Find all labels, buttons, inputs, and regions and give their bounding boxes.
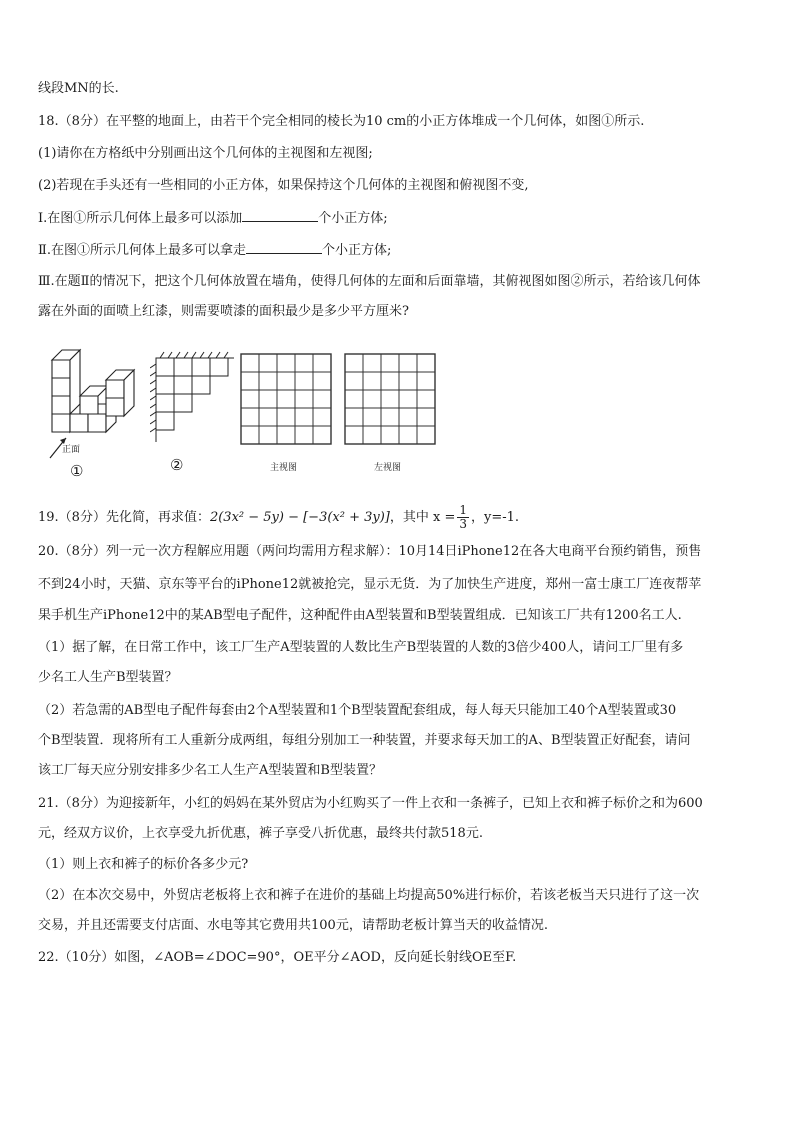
left-view-grid[interactable] [344,353,436,445]
figure-2-number: ② [170,456,184,474]
front-label: 正面 [62,445,81,455]
fraction-one-third [457,504,469,531]
question-19-intro: 19.（8分）先化简，再求值： [38,510,210,525]
figure-1-cube-stack [44,340,140,460]
question-21-part-2-line-1: （2）在本次交易中，外贸店老板将上衣和裤子在进价的基础上均提高50%进行标价，若该老板当天只进行了这一次 [38,888,700,903]
sub-i-suffix: 个小正方体; [318,211,388,226]
question-18-heading: 18.（8分）在平整的地面上，由若干个完全相同的棱长为10 cm的小正方体堆成一个几何体，如图①所示. [38,114,645,129]
question-20-part-2-line-1: （2）若急需的AB型电子配件每套由2个A型装置和1个B型装置配套组成，每人每天只能加工40个A型装置或30 [38,703,677,718]
fraction-numerator: 1 [459,503,468,517]
question-18-part-2: (2)若现在手头还有一些相同的小正方体，如果保持这个几何体的主视图和俯视图不变, [38,178,529,193]
answer-blank-ii[interactable] [246,241,322,254]
question-21-part-1: （1）则上衣和裤子的标价各多少元? [38,857,249,872]
front-view-caption: 主视图 [270,463,298,473]
question-20-line-1: 20.（8分）列一元一次方程解应用题（两问均需用方程求解）：10月14日iPhone12在各大电商平台预约销售，预售 [38,544,702,559]
question-18-sub-iii-line-1: Ⅲ.在题Ⅱ的情况下，把这个几何体放置在墙角，使得几何体的左面和后面靠墙，其俯视图如图②所示，若给该几何体 [38,274,701,289]
fraction-denominator: 3 [459,517,468,531]
question-18-part-1: (1)请你在方格纸中分别画出这个几何体的主视图和左视图; [38,146,373,161]
question-21-line-1: 21.（8分）为迎接新年，小红的妈妈在某外贸店为小红购买了一件上衣和一条裤子，已知上衣和裤子标价之和为600 [38,796,703,811]
question-20-line-3: 果手机生产iPhone12中的某AB型电子配件，这种配件由A型装置和B型装置组成．已知该工厂共有1200名工人. [38,608,682,623]
front-view-grid[interactable] [240,353,332,445]
sub-ii-text: Ⅱ.在图①所示几何体上最多可以拿走 [38,243,246,258]
left-view-caption: 左视图 [374,463,402,473]
question-20-part-2-line-2: 个B型装置．现将所有工人重新分成两组，每组分别加工一种装置，并要求每天加工的A、B型装置正好配套，请问 [38,733,691,748]
figure-2-top-view [150,350,236,446]
question-22: 22.（10分）如图，∠AOB=∠DOC=90°，OE平分∠AOD，反向延长射线OE至F. [38,950,517,965]
answer-blank-i[interactable] [242,209,318,222]
line-mn-length: 线段MN的长. [38,81,119,96]
question-20-part-1-line-1: （1）据了解，在日常工作中，该工厂生产A型装置的人数比生产B型装置的人数的3倍少400人，请问工厂里有多 [38,640,684,655]
sub-ii-suffix: 个小正方体; [321,243,392,258]
question-21-part-2-line-2: 交易，并且还需要支付店面、水电等其它费用共100元，请帮助老板计算当天的收益情况. [38,918,548,933]
question-18-sub-ii [38,241,760,260]
figure-1-number: ① [70,462,84,480]
question-20-part-2-line-3: 该工厂每天应分别安排多少名工人生产A型装置和B型装置？ [38,763,382,778]
question-19-y-value: ，y=-1. [471,510,520,525]
question-20-part-1-line-2: 少名工人生产B型装置？ [38,670,178,685]
question-19-condition: ，其中 x = [389,510,456,525]
question-18-sub-iii-line-2: 露在外面的面喷上红漆，则需要喷漆的面积最少是多少平方厘米? [38,304,409,319]
question-19-expression: 2(3x² − 5y) − [−3(x² + 3y)] [209,510,390,525]
question-19 [38,504,760,532]
question-21-line-2: 元，经双方议价，上衣享受九折优惠，裤子享受八折优惠，最终共付款518元. [38,826,483,841]
question-20-line-2: 不到24小时，天猫、京东等平台的iPhone12就被抢完，显示无货．为了加快生产进度，郑州一富士康工厂连夜帮苹 [38,577,702,592]
sub-i-text: Ⅰ.在图①所示几何体上最多可以添加 [38,211,243,226]
question-18-sub-i [38,209,760,228]
